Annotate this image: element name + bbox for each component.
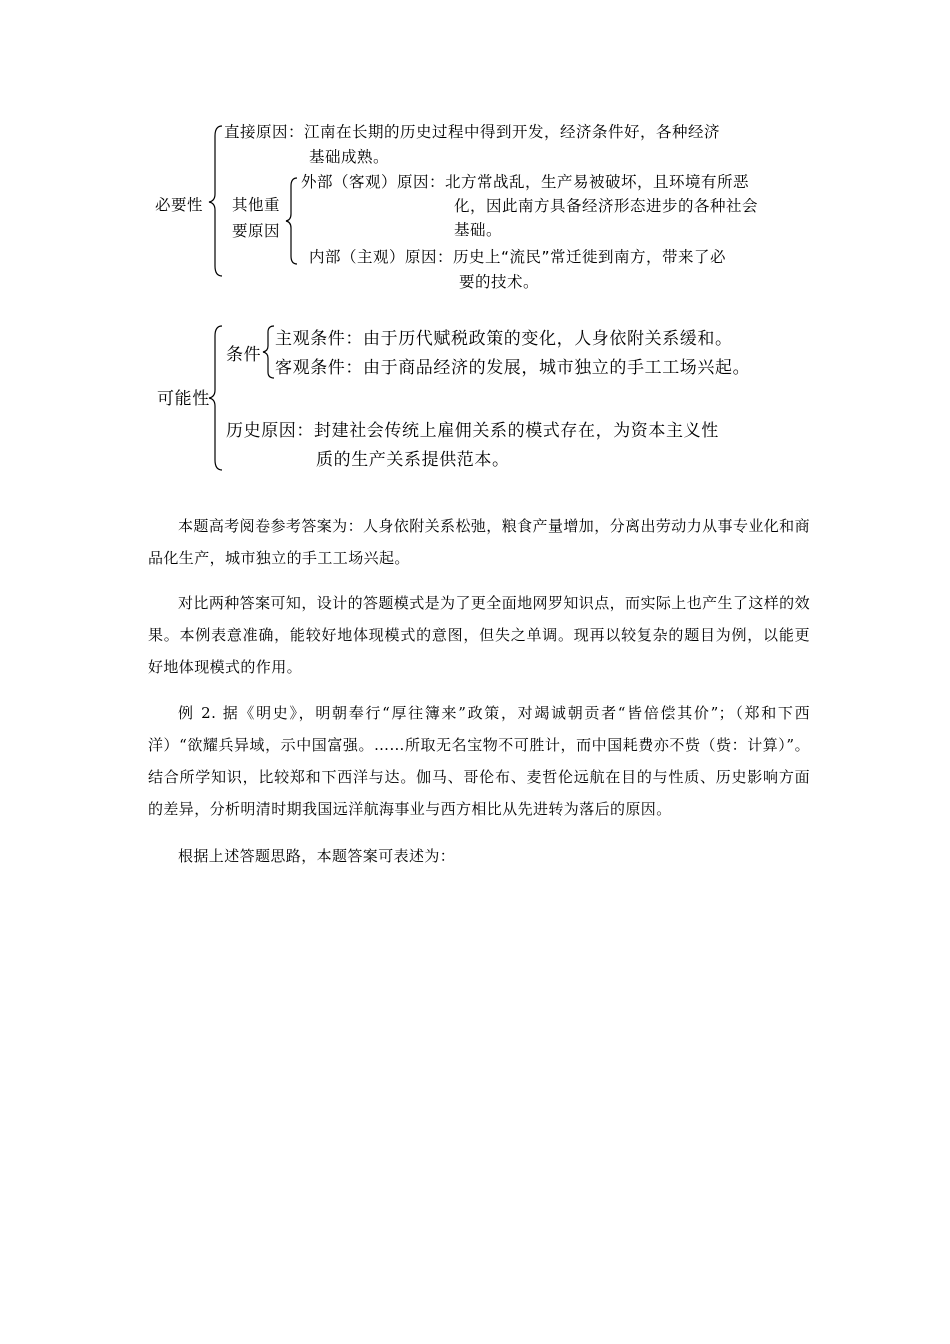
possibility-brace (208, 324, 224, 472)
external-cause-line-1: 外部（客观）原因：北方常战乱，生产易被破坏，且环境有所恶 (301, 173, 750, 191)
direct-cause-line-2: 基础成熟。 (309, 148, 390, 166)
history-cause-line-1: 历史原因：封建社会传统上雇佣关系的模式存在，为资本主义性 (226, 421, 719, 441)
history-cause-line-2: 质的生产关系提供范本。 (316, 450, 510, 470)
objective-condition: 客观条件：由于商品经济的发展，城市独立的手工工场兴起。 (275, 358, 751, 378)
other-cause-brace (285, 176, 299, 266)
external-cause-line-2: 化，因此南方具备经济形态进步的各种社会 (454, 197, 759, 215)
paragraph-comparison: 对比两种答案可知，设计的答题模式是为了更全面地网罗知识点，而实际上也产生了这样的效果。本例表意准确，能较好地体现模式的意图，但失之单调。现再以较复杂的题目为例，以能更好地体现模式的作用。 (148, 594, 810, 676)
paragraph-answer-intro: 根据上述答题思路，本题答案可表述为： (178, 847, 456, 865)
necessity-brace (208, 124, 224, 279)
possibility-root-label: 可能性 (157, 389, 210, 409)
subjective-condition: 主观条件：由于历代赋税政策的变化，人身依附关系缓和。 (275, 329, 733, 349)
condition-brace (262, 324, 276, 380)
condition-label: 条件 (226, 345, 262, 365)
internal-cause-line-1: 内部（主观）原因：历史上“流民”常迁徙到南方，带来了必 (309, 248, 727, 266)
paragraph-example-2: 例 2. 据《明史》，明朝奉行“厚往簿来”政策，对竭诚朝贡者“皆倍偿其价”；（郑和下西洋）“欲耀兵异域，示中国富强。……所取无名宝物不可胜计，而中国耗费亦不赀（赀：计算）”。结合所学知识，比较郑和下西洋与达。伽马、哥伦布、麦哲伦远航在目的与性质、历史影响方面的差异，分析明清时期我国远洋航海事业与西方相比从先进转为落后的原因。 (148, 704, 810, 818)
other-cause-label-1: 其他重 (232, 196, 281, 214)
other-cause-label-2: 要原因 (232, 222, 281, 240)
external-cause-line-3: 基础。 (454, 221, 503, 239)
paragraph-reference-answer: 本题高考阅卷参考答案为：人身依附关系松弛，粮食产量增加，分离出劳动力从事专业化和商品化生产，城市独立的手工工场兴起。 (148, 517, 810, 567)
direct-cause-line-1: 直接原因：江南在长期的历史过程中得到开发，经济条件好，各种经济 (224, 123, 721, 141)
internal-cause-line-2: 要的技术。 (459, 273, 540, 291)
necessity-root-label: 必要性 (155, 196, 204, 214)
